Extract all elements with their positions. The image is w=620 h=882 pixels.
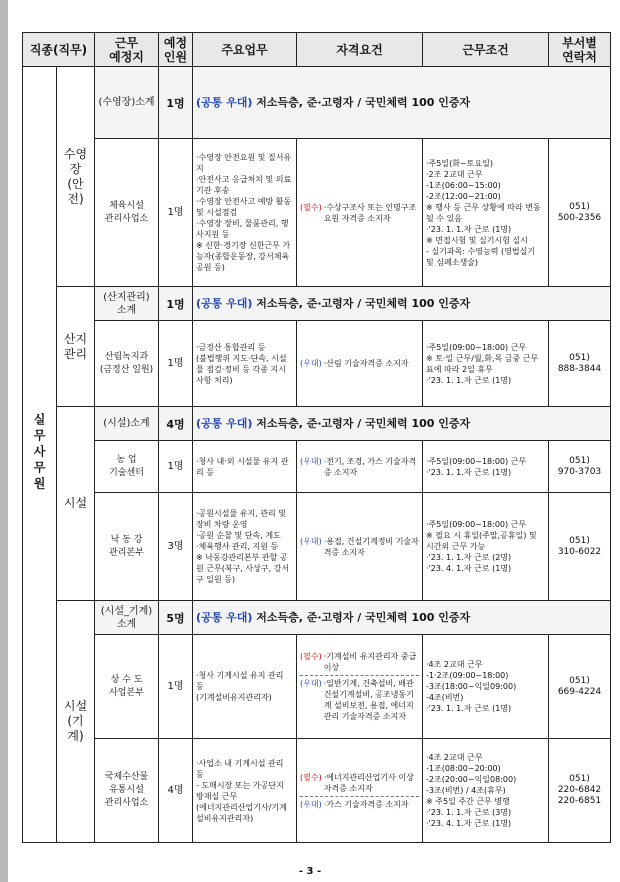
page-number: - 3 -	[298, 866, 322, 877]
place-cell: 낙 동 강 관리본부	[95, 493, 159, 601]
contact-cell: 051) 669-4224	[549, 635, 611, 739]
requirement-cell	[297, 493, 423, 601]
condition-line: ※ 행사 등 근무 상황에 따라 변동될 수 있음	[426, 202, 541, 223]
requirement-item	[300, 772, 419, 794]
subtotal-count: 4명	[159, 407, 193, 441]
condition-line: -1·2조(09:00~18:00)	[426, 671, 509, 680]
count-cell: 4명	[159, 739, 193, 843]
duty-cell	[193, 321, 297, 407]
banner-text: 저소득층, 준·고령자 / 국민체력 100 인증자	[256, 95, 471, 109]
common-preference-banner	[193, 407, 611, 441]
duty-cell	[193, 139, 297, 287]
table-row	[23, 441, 611, 493]
condition-line: - 실기과목: 수영능력 (영법실기 및 심폐소생술)	[426, 246, 536, 267]
place-cell: 체육시설 관리사업소	[95, 139, 159, 287]
banner-tag: (공통 우대)	[196, 296, 253, 310]
condition-line: ※ 주5일 주간 근무 병행	[426, 797, 510, 806]
category-label: 실무사무원	[32, 412, 46, 493]
group-name: 시설 (기계)	[57, 601, 95, 843]
duty-cell	[193, 441, 297, 493]
requirement-text: ·용접, 건설기계정비 기술자격증 소지자	[323, 536, 419, 557]
banner-tag: (공통 우대)	[196, 416, 253, 430]
duty-line: (기계설비유지관리자)	[196, 693, 272, 702]
contact-cell: 051) 310-6022	[549, 493, 611, 601]
requirement-tag: (필수)	[300, 202, 322, 212]
subtotal-row	[23, 407, 611, 441]
count-cell: 1명	[159, 441, 193, 493]
condition-cell	[423, 139, 549, 287]
subtotal-count: 1명	[159, 287, 193, 321]
requirement-item	[300, 202, 419, 224]
condition-cell	[423, 441, 549, 493]
subtotal-count: 1명	[159, 67, 193, 139]
common-preference-banner	[193, 67, 611, 139]
duty-line: ·수영장 장비, 물품관리, 행사지원 등	[196, 219, 289, 239]
duty-line: (불법행위 지도·단속, 시설물 점검·정비 등 각종 지시사항 처리)	[196, 353, 287, 385]
condition-line: ·주5일(09:00~18:00) 근무	[426, 520, 527, 529]
subtotal-name: (시설)소계	[95, 407, 159, 441]
duty-line: ·공원시설물 유지, 관리 및 장비 차량 운영	[196, 509, 286, 529]
banner-text: 저소득층, 준·고령자 / 국민체력 100 인증자	[256, 416, 471, 430]
requirement-text: ·산림 기술자격증 소지자	[323, 359, 409, 368]
duty-cell	[193, 635, 297, 739]
place-cell: 상 수 도 사업본부	[95, 635, 159, 739]
requirement-item	[300, 675, 419, 722]
duty-line: ·공원 순찰 및 단속, 계도	[196, 531, 281, 540]
requirement-text: ·일반기계, 건축설비, 배관 건설기계설비, 공조냉동기계 설비보전, 용접, 에너지관리 기술자격증 소지자	[323, 679, 414, 721]
requirement-cell	[297, 635, 423, 739]
requirement-text: ·에너지관리산업기사 이상 자격증 소지자	[323, 772, 414, 793]
requirement-tag: (필수)	[300, 652, 322, 661]
subtotal-row	[23, 67, 611, 139]
duty-cell	[193, 739, 297, 843]
requirement-item	[300, 796, 419, 810]
table-row	[23, 635, 611, 739]
table-row	[23, 493, 611, 601]
requirement-cell	[297, 321, 423, 407]
requirement-cell	[297, 139, 423, 287]
condition-line: ·4조 2교대 근무	[426, 753, 483, 762]
group-name: 시설	[57, 407, 95, 601]
job-table	[22, 32, 611, 843]
subtotal-name: (시설_기계) 소계	[95, 601, 159, 635]
condition-cell	[423, 635, 549, 739]
duty-line: ·청사 기계시설 유지 관리 등	[196, 671, 284, 691]
banner-text: 저소득층, 준·고령자 / 국민체력 100 인증자	[256, 296, 471, 310]
condition-line: ·'23. 1. 1.자 근로 (2명)	[426, 553, 512, 562]
requirement-cell	[297, 441, 423, 493]
duty-line: ·수영장 안전요원 및 질서유지	[196, 153, 292, 173]
duty-line: ·청사 내·외 시설물 유지 관리 등	[196, 456, 289, 477]
duty-line: ·사업소 내 기계시설 관리 등	[196, 758, 284, 779]
condition-line: ※ 필요 시 휴일(주말,공휴일) 및 시간외 근무 가능	[426, 531, 537, 551]
banner-text: 저소득층, 준·고령자 / 국민체력 100 인증자	[256, 610, 471, 624]
condition-line: ·'23. 1. 1.자 근로 (1명)	[426, 375, 512, 385]
count-cell: 1명	[159, 321, 193, 407]
requirement-cell	[297, 739, 423, 843]
condition-line: -2조(12:00~21:00)	[426, 191, 501, 201]
subtotal-row	[23, 287, 611, 321]
condition-cell	[423, 321, 549, 407]
header-count: 예정 인원	[159, 33, 193, 67]
place-cell: 국제수산물 유통시설 관리사업소	[95, 739, 159, 843]
requirement-item	[300, 651, 419, 673]
condition-line: -1조(08:00~20:00)	[426, 764, 501, 773]
table-row	[23, 739, 611, 843]
requirement-tag: (우대)	[300, 679, 322, 688]
header-req: 자격요건	[297, 33, 423, 67]
banner-tag: (공통 우대)	[196, 610, 253, 624]
requirement-tag: (필수)	[300, 772, 322, 782]
contact-cell: 051) 220-6842 220-6851	[549, 739, 611, 843]
condition-line: ·'23. 1. 1.자 근로 (1명)	[426, 467, 512, 477]
condition-line: ·'23. 1. 1.자 근로 (1명)	[426, 704, 512, 713]
subtotal-name: (수영장)소계	[95, 67, 159, 139]
banner-tag: (공통 우대)	[196, 95, 253, 109]
condition-line: ·주5일(09:00~18:00) 근무	[426, 456, 527, 466]
condition-line: ·'23. 1. 1.자 근로 (3명)	[426, 808, 512, 817]
count-cell: 3명	[159, 493, 193, 601]
contact-cell: 051) 888-3844	[549, 321, 611, 407]
duty-line: ·금정산 통합관리 등	[196, 342, 266, 352]
group-name: 수영장 (안전)	[57, 67, 95, 287]
condition-line: ·4조 2교대 근무	[426, 660, 483, 669]
condition-line: ※ 면접시험 및 실기시험 실시	[426, 235, 528, 245]
contact-cell: 051) 970-3703	[549, 441, 611, 493]
requirement-item	[300, 536, 419, 558]
duty-line: - 도매시장 또는 가공단지 방재실 근무	[196, 780, 284, 801]
group-name: 산지 관리	[57, 287, 95, 407]
left-margin-bar	[0, 0, 8, 882]
table-row	[23, 321, 611, 407]
category-cell	[23, 67, 57, 843]
duty-line: ※ 신한·경기장 신한근무 가능자(종합운동장, 강서체육공원 등)	[196, 241, 291, 272]
requirement-tag: (우대)	[300, 799, 322, 809]
condition-line: -1조(06:00~15:00)	[426, 180, 501, 190]
count-cell: 1명	[159, 635, 193, 739]
common-preference-banner	[193, 601, 611, 635]
subtotal-name: (산지관리) 소계	[95, 287, 159, 321]
subtotal-count: 5명	[159, 601, 193, 635]
requirement-tag: (우대)	[300, 536, 322, 546]
condition-line: ·'23. 4. 1.자 근로 (1명)	[426, 819, 512, 828]
condition-line: ·'23. 1. 1.자 근로 (1명)	[426, 224, 512, 234]
header-place: 근무 예정지	[95, 33, 159, 67]
duty-line: ·체육행사 관리, 지원 등	[196, 542, 279, 551]
condition-line: -4조(비번)	[426, 693, 464, 702]
subtotal-row	[23, 601, 611, 635]
requirement-text: ·기계설비 유지관리자 중급 이상	[323, 652, 417, 672]
requirement-text: ·수상구조사 또는 인명구조요원 자격증 소지자	[323, 202, 417, 223]
requirement-tag: (우대)	[300, 456, 322, 466]
requirement-item	[300, 358, 419, 369]
condition-line: ·주5일(09:00~18:00) 근무	[426, 342, 527, 352]
condition-cell	[423, 493, 549, 601]
duty-line: ·안전사고 응급처치 및 의료기관 후송	[196, 175, 292, 195]
requirement-item	[300, 456, 419, 478]
contact-cell: 051) 500-2356	[549, 139, 611, 287]
duty-line: ※ 낙동강관리본부 관할 공원 근무(북구, 사상구, 강서구 일원 등)	[196, 553, 290, 584]
condition-line: -3조(18:00~익일09:00)	[426, 682, 517, 691]
condition-line: -2조(20:00~익일08:00)	[426, 775, 517, 784]
condition-line: ·'23. 4. 1.자 근로 (1명)	[426, 564, 512, 573]
condition-line: ·2조 2교대 근무	[426, 169, 483, 179]
duty-cell	[193, 493, 297, 601]
header-contact: 부서별 연락처	[549, 33, 611, 67]
header-cond: 근무조건	[423, 33, 549, 67]
header-job: 직종(직무)	[23, 33, 95, 67]
requirement-text: ·가스 기술자격증 소지자	[323, 799, 409, 809]
duty-line: (에너지관리산업기사/기계설비유지관리자)	[196, 802, 287, 823]
table-row	[23, 139, 611, 287]
place-cell: 농 업 기술센터	[95, 441, 159, 493]
condition-cell	[423, 739, 549, 843]
table-header-row	[23, 33, 611, 67]
header-duty: 주요업무	[193, 33, 297, 67]
condition-line: ·주5일(화~토요일)	[426, 158, 493, 168]
condition-line: ※ 토·일 근무/월,화,목 금중 근무표에 따라 2일 휴무	[426, 353, 539, 374]
requirement-tag: (우대)	[300, 359, 322, 368]
duty-line: ·수영장 안전사고 예방 활동 및 시설점검	[196, 197, 292, 217]
requirement-text: ·전기, 조경, 가스 기술자격증 소지자	[323, 456, 417, 477]
place-cell: 산림녹지과 (금정산 일원)	[95, 321, 159, 407]
condition-line: -3조(비번) / 4조(휴무)	[426, 786, 506, 795]
common-preference-banner	[193, 287, 611, 321]
count-cell: 1명	[159, 139, 193, 287]
